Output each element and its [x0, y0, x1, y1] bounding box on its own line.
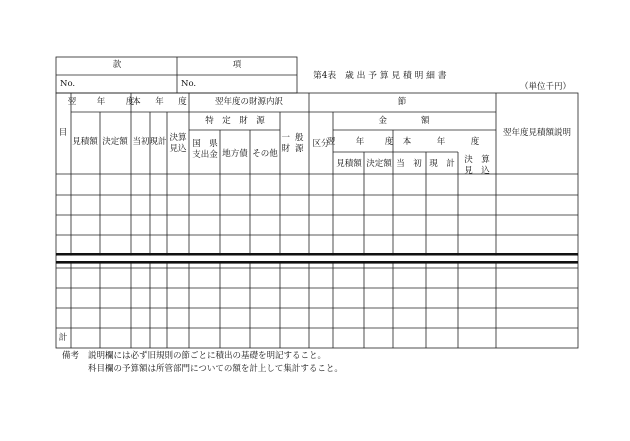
yokunendo-header: 翌 年 度 — [67, 97, 141, 107]
kessan-mikomi-header: 決算見込 — [169, 133, 187, 154]
koku-ken-shishutsukin-header: 国 県支出金 — [192, 139, 218, 160]
genkei-header: 現計 — [149, 137, 167, 147]
setsumei-header: 翌年度見積額説明 — [502, 128, 572, 138]
setsu-ketteigaku-header: 決定額 — [366, 159, 392, 169]
ippan-zaigen-header: 一般財源 — [281, 133, 309, 154]
table-outline — [56, 93, 578, 348]
honnendo-header: 本 年 度 — [132, 97, 190, 107]
note-line-1: 説明欄には必ず旧規則の節ごとに積出の基礎を明記すること。 — [88, 351, 327, 361]
tosho-header: 当初 — [132, 137, 150, 147]
break-band-top — [56, 253, 578, 256]
setsu-honnendo-header: 本 年 度 — [402, 137, 480, 147]
tokutei-zaigen-header: 特 定 財 源 — [205, 116, 265, 126]
sonota-header: その他 — [252, 149, 278, 159]
chihosai-header: 地方債 — [222, 149, 248, 159]
ketteigaku-header: 決定額 — [102, 137, 128, 147]
kingaku-header: 金 額 — [378, 116, 430, 126]
note-line-2: 科目欄の予算額は所管部門についての額を計上して集計すること。 — [88, 364, 343, 374]
mitsumori-gaku-header: 見積額 — [72, 137, 98, 147]
setsu-kessan-mikomi-header: 決 算見 込 — [464, 155, 490, 176]
kan-label: 款 — [112, 60, 122, 70]
setsu-header: 節 — [397, 97, 407, 107]
moku-header: 目 — [58, 128, 68, 138]
no-label-2: No. — [181, 79, 197, 89]
setsu-tosho-header: 当 初 — [396, 159, 422, 169]
kou-label: 項 — [232, 60, 242, 70]
kubun-header: 区分 — [312, 139, 330, 149]
setsu-genkei-header: 現 計 — [429, 159, 455, 169]
zaigen-uchiwake-header: 翌年度の財源内訳 — [214, 97, 284, 107]
break-band-bottom — [56, 261, 578, 264]
unit-label: （単位千円） — [519, 82, 571, 92]
setsu-mitsumori-gaku-header: 見積額 — [336, 159, 362, 169]
setsu-yokunendo-header: 翌 年 度 — [326, 137, 400, 147]
form-title: 第4表 歳 出 予 算 見 積 明 細 書 — [313, 71, 447, 81]
no-label-1: No. — [60, 79, 76, 89]
note-label: 備考 — [62, 351, 80, 361]
kei-label: 計 — [58, 333, 68, 343]
